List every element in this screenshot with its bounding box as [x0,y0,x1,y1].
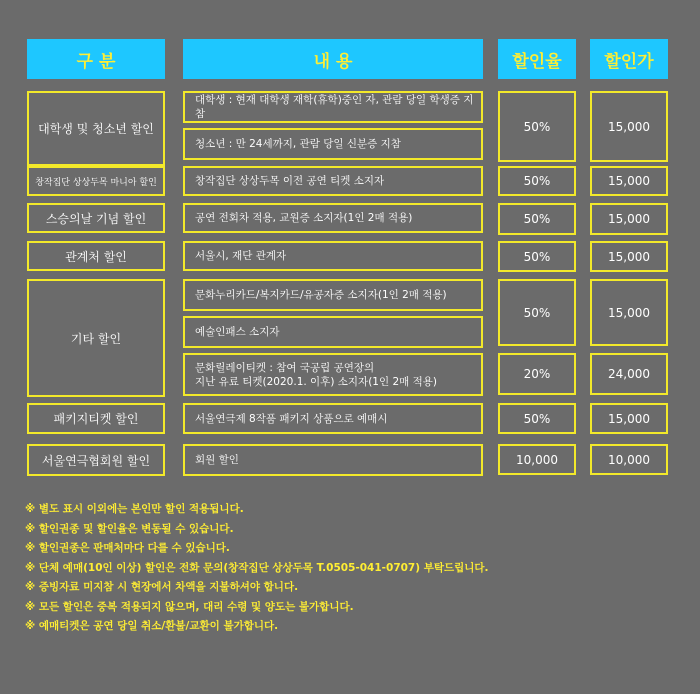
header-price: 할인가 [590,39,668,79]
header-rate: 할인율 [498,39,576,79]
price-mania: 15,000 [590,166,668,196]
category-related: 관계처 할인 [27,241,165,271]
note-item: ※ 할인권종은 판매처마다 다를 수 있습니다. [25,542,230,554]
desc-package: 서울연극제 8작품 패키지 상품으로 예매시 [183,403,483,434]
price-package: 15,000 [590,403,668,434]
rate-mania: 50% [498,166,576,196]
rate-teacher: 50% [498,203,576,235]
desc-other-relay-line1: 문화릴레이티켓 : 참여 국공립 공연장의 [195,361,375,374]
rate-other-1: 50% [498,279,576,346]
header-category: 구 분 [27,39,165,79]
category-student: 대학생 및 청소년 할인 [27,91,165,166]
desc-related: 서울시, 재단 관계자 [183,241,483,271]
category-teacher: 스승의날 기념 할인 [27,203,165,233]
note-item: ※ 예매티켓은 공연 당일 취소/환불/교환이 불가합니다. [25,620,279,632]
desc-other-culture-card: 문화누리카드/복지카드/유공자증 소지자(1인 2매 적용) [183,279,483,311]
desc-mania: 창작집단 상상두목 이전 공연 티켓 소지자 [183,166,483,196]
category-member: 서울연극협회원 할인 [27,444,165,476]
desc-student-youth: 청소년 : 만 24세까지, 관람 당일 신분증 지참 [183,128,483,160]
price-member: 10,000 [590,444,668,475]
note-item: ※ 증빙자료 미지참 시 현장에서 차액을 지불하셔야 합니다. [25,581,299,593]
price-teacher: 15,000 [590,203,668,235]
rate-student: 50% [498,91,576,162]
desc-other-relay-ticket [183,353,483,396]
rate-other-2: 20% [498,353,576,395]
desc-other-artist-pass: 예술인패스 소지자 [183,316,483,348]
notes-list [25,500,489,637]
rate-member: 10,000 [498,444,576,475]
price-related: 15,000 [590,241,668,272]
note-item: ※ 단체 예매(10인 이상) 할인은 전화 문의(창작집단 상상두목 T.0505-041-0707) 부탁드립니다. [25,561,489,574]
price-student: 15,000 [590,91,668,162]
category-mania: 창작집단 상상두목 마니아 할인 [27,166,165,196]
price-other-1: 15,000 [590,279,668,346]
category-package: 패키지티켓 할인 [27,403,165,434]
price-other-2: 24,000 [590,353,668,395]
rate-related: 50% [498,241,576,272]
header-content: 내 용 [183,39,483,79]
desc-teacher: 공연 전회차 적용, 교원증 소지자(1인 2매 적용) [183,203,483,233]
category-other: 기타 할인 [27,279,165,397]
desc-member: 회원 할인 [183,444,483,476]
rate-package: 50% [498,403,576,434]
note-item: ※ 모든 할인은 중복 적용되지 않으며, 대리 수령 및 양도는 불가합니다. [25,600,354,613]
note-item: ※ 할인권종 및 할인율은 변동될 수 있습니다. [25,522,234,535]
desc-student-university: 대학생 : 현재 대학생 재학(휴학)중인 자, 관람 당일 학생증 지참 [183,91,483,123]
note-item: ※ 별도 표시 이외에는 본인만 할인 적용됩니다. [25,503,244,515]
desc-other-relay-line2: 지난 유료 티켓(2020.1. 이후) 소지자(1인 2매 적용) [195,375,437,388]
